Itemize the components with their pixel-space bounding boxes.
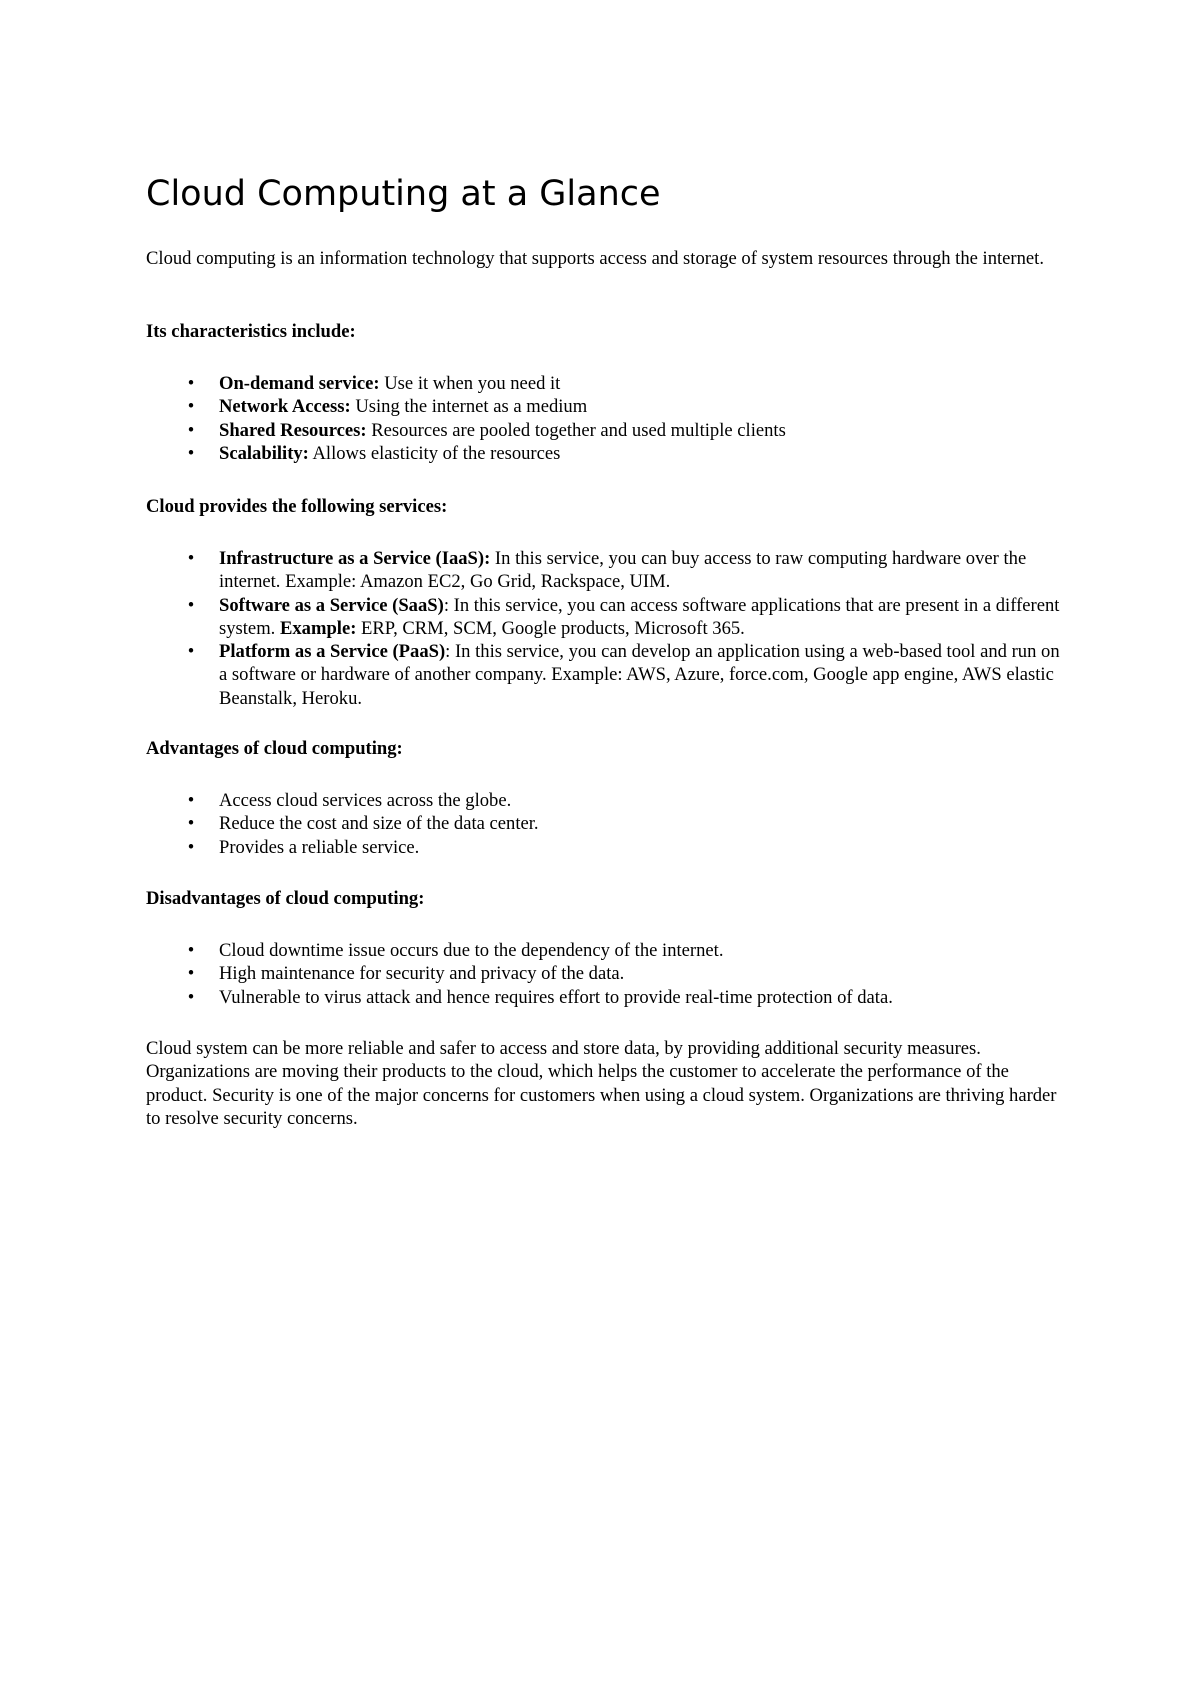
list-item [146,594,1066,641]
item-text: Use it when you need it [379,373,561,394]
item-term: Network Access: [219,396,351,418]
item-text: In this service, you can buy access to raw computing hardware over the internet. Example: Amazon EC2, Go Grid, Rackspace, UIM. [219,548,1027,593]
item-text: Access cloud services across the globe. [219,790,512,811]
advantages-heading: Advantages of cloud computing: [146,738,403,759]
item-text-example: ERP, CRM, SCM, Google products, Microsoft 365. [356,617,745,639]
item-text: : In this service, you can access software applications that are present in a different system. [219,594,1060,639]
list-item [146,547,1066,594]
list-item [146,789,1066,812]
list-item [146,962,1066,985]
services-heading: Cloud provides the following services: [146,496,448,517]
item-text: Resources are pooled together and used multiple clients [366,419,786,441]
item-term: Scalability: [219,442,309,464]
disadvantages-heading: Disadvantages of cloud computing: [146,888,425,909]
bullet-icon: • [187,419,195,441]
conclusion-paragraph: Cloud system can be more reliable and safer to access and store data, by providing additional security measures. Organizations are moving their products to the cloud, which helps the customer to accelerate the performance of the product. Security is one of the major concerns for customers when using a cloud system. Organizations are thriving harder to resolve security concerns. [146,1038,1057,1129]
item-term: On-demand service: [219,373,380,394]
document-title: Cloud Computing at a Glance [146,174,661,214]
list-item [146,836,1066,859]
bullet-icon: • [187,986,195,1008]
bullet-icon: • [187,594,195,616]
bullet-icon: • [187,373,195,394]
bullet-icon: • [187,836,195,858]
item-term: Platform as a Service (PaaS) [219,641,446,663]
bullet-icon: • [187,963,195,985]
list-item [146,372,1066,395]
bullet-icon: • [187,641,195,663]
item-text: Allows elasticity of the resources [308,442,561,464]
list-item [146,812,1066,835]
bullet-icon: • [187,396,195,418]
item-text: Using the internet as a medium [350,396,588,418]
item-term-example: Example: [279,617,357,639]
bullet-icon: • [187,813,195,835]
bullet-icon: • [187,940,195,961]
item-text: Vulnerable to virus attack and hence requires effort to provide real-time protection of data. [219,986,893,1008]
list-item [146,419,1066,442]
item-text: Reduce the cost and size of the data center. [219,813,539,835]
item-term: Infrastructure as a Service (IaaS): [219,548,491,569]
list-item [146,939,1066,962]
item-text: : In this service, you can develop an application using a web-based tool and run on a software or hardware of another company. Example: AWS, Azure, force.com, Google app engine, AWS elastic Beanstalk, Heroku. [219,641,1060,709]
characteristics-heading: Its characteristics include: [146,321,356,342]
services-list [146,547,1066,710]
advantages-list [146,789,1066,859]
list-item [146,442,1066,465]
item-term: Software as a Service (SaaS) [219,594,444,616]
bullet-icon: • [187,790,195,811]
bullet-icon: • [187,548,195,569]
disadvantages-list [146,939,1066,1009]
list-item [146,640,1066,710]
item-term: Shared Resources: [219,419,367,441]
item-text: Cloud downtime issue occurs due to the dependency of the internet. [219,940,724,961]
characteristics-list [146,372,1066,465]
intro-paragraph: Cloud computing is an information technology that supports access and storage of system resources through the internet. [146,248,1044,269]
item-text: Provides a reliable service. [219,836,420,858]
bullet-icon: • [187,442,195,464]
item-text: High maintenance for security and privacy of the data. [219,963,625,985]
list-item [146,395,1066,418]
list-item [146,986,1066,1009]
